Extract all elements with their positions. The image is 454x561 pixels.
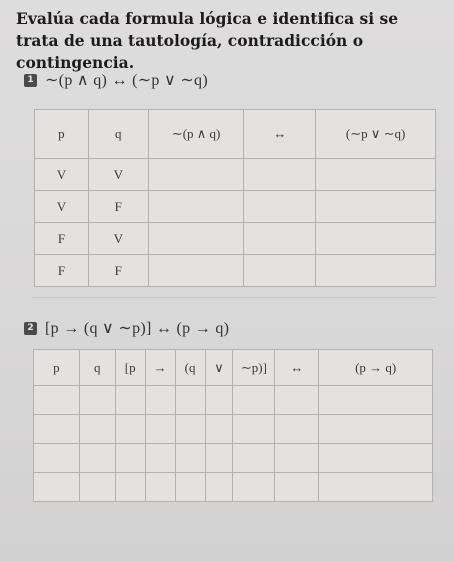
header-paren-q: (q: [175, 350, 205, 386]
cell-p[interactable]: F: [35, 223, 89, 255]
answer-cell[interactable]: [244, 191, 316, 223]
answer-cell[interactable]: [244, 159, 316, 191]
answer-cell[interactable]: [316, 191, 436, 223]
truth-table-1-header-row: [35, 110, 436, 159]
cell-p[interactable]: V: [35, 191, 89, 223]
answer-cell[interactable]: [148, 159, 244, 191]
truth-table-1: [34, 109, 436, 287]
answer-cell[interactable]: [115, 386, 145, 415]
truth-table-2: [33, 349, 433, 502]
answer-cell[interactable]: [79, 444, 115, 473]
cell-q[interactable]: V: [88, 223, 148, 255]
header-p: p: [35, 110, 89, 159]
header-p: p: [34, 350, 80, 386]
answer-cell[interactable]: [115, 473, 145, 502]
answer-cell[interactable]: [244, 255, 316, 287]
answer-cell[interactable]: [175, 415, 205, 444]
table-row: [35, 255, 436, 287]
table-row: [34, 386, 433, 415]
answer-cell[interactable]: [205, 444, 233, 473]
answer-cell[interactable]: [205, 386, 233, 415]
exercise-1-number: 1: [24, 74, 37, 87]
answer-cell[interactable]: [34, 386, 80, 415]
exercise-2-formula: [p → (q ∨ ∼p)] ↔ (p → q): [45, 320, 230, 337]
answer-cell[interactable]: [319, 473, 433, 502]
truth-table-2-header-row: [34, 350, 433, 386]
answer-cell[interactable]: [233, 415, 275, 444]
answer-cell[interactable]: [115, 444, 145, 473]
answer-cell[interactable]: [275, 444, 319, 473]
answer-cell[interactable]: [175, 386, 205, 415]
table-row: [35, 191, 436, 223]
cell-p[interactable]: F: [35, 255, 89, 287]
answer-cell[interactable]: [319, 386, 433, 415]
answer-cell[interactable]: [319, 415, 433, 444]
cell-q[interactable]: F: [88, 255, 148, 287]
answer-cell[interactable]: [316, 255, 436, 287]
table-row: [34, 415, 433, 444]
header-biconditional: ↔: [244, 110, 316, 159]
answer-cell[interactable]: [34, 444, 80, 473]
table-row: [35, 159, 436, 191]
table-row: [34, 473, 433, 502]
cell-q[interactable]: V: [88, 159, 148, 191]
answer-cell[interactable]: [275, 386, 319, 415]
header-q: q: [79, 350, 115, 386]
answer-cell[interactable]: [79, 415, 115, 444]
answer-cell[interactable]: [275, 473, 319, 502]
header-not-p-and-q: ∼(p ∧ q): [148, 110, 244, 159]
instruction-text: Evalúa cada formula lógica e identifica si se trata de una tautología, contradicción o contingencia.: [16, 9, 399, 72]
header-not-p: ∼p)]: [233, 350, 275, 386]
header-not-p-or-not-q: (∼p ∨ ∼q): [316, 110, 436, 159]
answer-cell[interactable]: [34, 415, 80, 444]
answer-cell[interactable]: [205, 473, 233, 502]
answer-cell[interactable]: [34, 473, 80, 502]
answer-cell[interactable]: [205, 415, 233, 444]
answer-cell[interactable]: [148, 191, 244, 223]
answer-cell[interactable]: [233, 473, 275, 502]
answer-cell[interactable]: [175, 473, 205, 502]
answer-cell[interactable]: [79, 473, 115, 502]
answer-cell[interactable]: [233, 386, 275, 415]
answer-cell[interactable]: [275, 415, 319, 444]
answer-cell[interactable]: [148, 255, 244, 287]
header-implies: →: [145, 350, 175, 386]
exercise-1-formula: ∼(p ∧ q) ↔ (∼p ∨ ∼q): [45, 72, 208, 89]
table-row: [34, 444, 433, 473]
answer-cell[interactable]: [145, 444, 175, 473]
answer-cell[interactable]: [233, 444, 275, 473]
answer-cell[interactable]: [148, 223, 244, 255]
answer-cell[interactable]: [244, 223, 316, 255]
answer-cell[interactable]: [316, 159, 436, 191]
answer-cell[interactable]: [316, 223, 436, 255]
answer-cell[interactable]: [145, 473, 175, 502]
exercise-2-number: 2: [24, 322, 37, 335]
header-p-implies-q: (p → q): [319, 350, 433, 386]
exercise-1-heading: [24, 70, 208, 90]
cell-q[interactable]: F: [88, 191, 148, 223]
answer-cell[interactable]: [79, 386, 115, 415]
header-bracket-p: [p: [115, 350, 145, 386]
answer-cell[interactable]: [145, 386, 175, 415]
answer-cell[interactable]: [115, 415, 145, 444]
answer-cell[interactable]: [319, 444, 433, 473]
exercise-2-heading: [24, 318, 229, 338]
header-or: ∨: [205, 350, 233, 386]
header-q: q: [88, 110, 148, 159]
answer-cell[interactable]: [175, 444, 205, 473]
header-biconditional: ↔: [275, 350, 319, 386]
table-row: [35, 223, 436, 255]
answer-cell[interactable]: [145, 415, 175, 444]
cell-p[interactable]: V: [35, 159, 89, 191]
section-divider: [32, 297, 436, 298]
